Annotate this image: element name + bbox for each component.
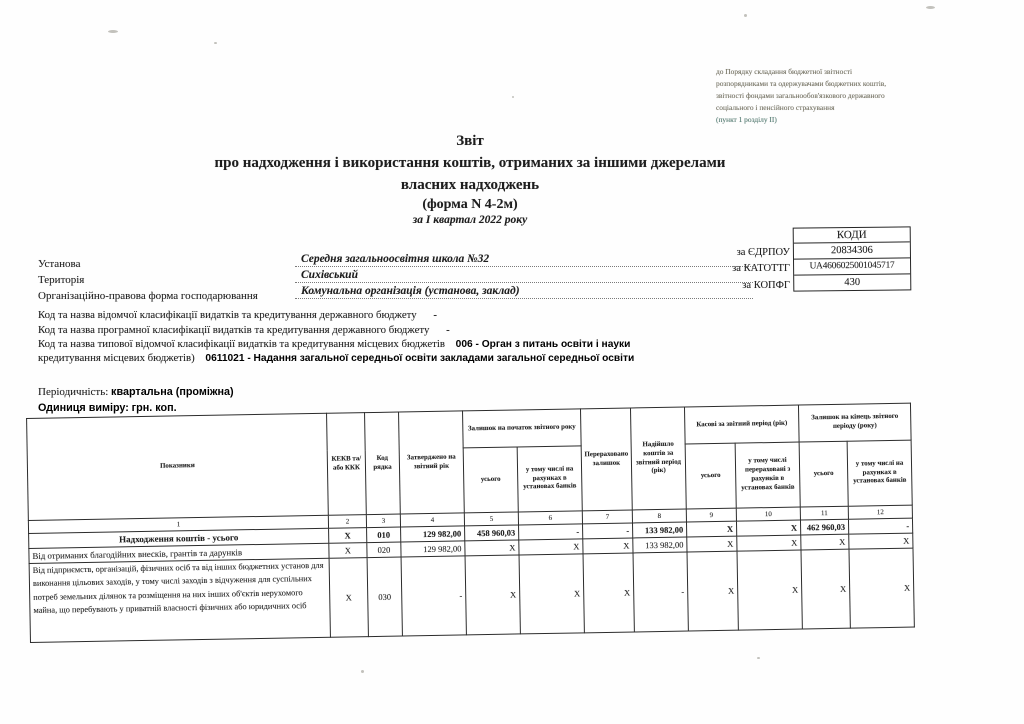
periodicity-value: квартальна (проміжна) (111, 386, 234, 398)
classification-code: 006 - Орган з питань освіти і науки (455, 339, 631, 350)
reference-note-line: розпорядниками та одержувачами бюджетних коштів, (716, 78, 887, 88)
title-line: про надходження і використання коштів, отриманих за іншими джерелами (214, 155, 726, 171)
reference-note-line: до Порядку складання бюджетної звітності (716, 67, 853, 76)
column-number: 10 (736, 507, 800, 521)
col-header-opening-total: усього (463, 447, 518, 513)
cell: X (465, 540, 519, 556)
cell: X (687, 521, 737, 537)
col-header-kekv: КЕКВ та/або ККК (327, 413, 367, 516)
field-label: Установа (38, 258, 81, 270)
column-number: 11 (800, 506, 848, 520)
form-number: (форма N 4-2м) (422, 197, 518, 212)
scan-artifact (757, 657, 760, 659)
table-row (29, 548, 914, 642)
field-value: Середня загальноосвітня школа №32 (295, 253, 753, 267)
classification-line (38, 352, 634, 364)
cell: X (736, 520, 800, 536)
col-header-closing-bank: у тому числі на рахунках в установах банків (847, 440, 912, 506)
cell: X (583, 553, 634, 633)
cell: - (583, 523, 633, 539)
cell: 133 982,00 (633, 537, 687, 553)
cell: X (583, 538, 633, 554)
cell: X (801, 549, 850, 629)
title-line: власних надходжень (400, 177, 540, 193)
report-period: за І квартал 2022 року (412, 214, 528, 226)
col-header-row-code: Код рядка (365, 412, 401, 515)
scan-artifact (744, 14, 747, 17)
cell: X (801, 534, 849, 550)
unit-label: Одиниця виміру: (38, 402, 129, 414)
kopfg-label: за КОПФГ (742, 280, 790, 291)
classification-label: Код та назва відомчої класифікації видатків та кредитування державного бюджету (38, 309, 417, 321)
col-header-transferred-balance: Перераховано залишок (581, 408, 633, 511)
column-number: 3 (366, 514, 400, 528)
column-number: 7 (582, 510, 632, 524)
reference-note-line: соціального і пенсійного страхування (716, 102, 835, 112)
classification-code: 0611021 - Надання загальної середньої освіти закладами загальної середньої освіти (205, 353, 635, 364)
col-header-received: Надійшло коштів за звітний період (рік) (631, 407, 687, 510)
field-value: Сихівський (295, 269, 753, 283)
cell: 129 982,00 (401, 541, 465, 557)
unit-line (38, 402, 177, 414)
report-table (26, 403, 915, 643)
classification-label: Код та назва програмної класифікації видатків та кредитування державного бюджету (38, 324, 430, 336)
cell: X (519, 554, 584, 634)
classification-code: - (446, 324, 450, 336)
edrpou-label: за ЄДРПОУ (736, 247, 790, 258)
cell: - (401, 556, 466, 636)
cell: X (687, 551, 738, 631)
title-word: Звіт (456, 133, 484, 149)
cell: X (329, 558, 368, 638)
col-header-indicators: Показники (27, 413, 329, 520)
col-group-closing-balance: Залишок на кінець звітного періоду (року) (798, 403, 911, 442)
col-header-closing-total: усього (799, 441, 848, 507)
scan-artifact (512, 96, 514, 98)
col-header-opening-bank: у тому числі на рахунках в установах банків (517, 446, 582, 512)
classification-line (38, 324, 450, 336)
classification-code: - (433, 309, 437, 321)
column-number: 5 (464, 512, 518, 526)
column-number: 9 (686, 508, 736, 522)
col-header-cash-transferred: у тому числі перераховані з рахунків в установах банків (735, 442, 800, 508)
classification-line (38, 309, 437, 321)
classification-label: кредитування місцевих бюджетів) (38, 352, 195, 364)
column-number: 1 (28, 515, 328, 533)
field-value: Комунальна організація (установа, заклад) (295, 285, 753, 299)
cell: 129 982,00 (401, 526, 465, 542)
katottg-code: UA4606025001045717 (794, 258, 910, 275)
classification-label: Код та назва типової відомчої класифікації видатків та кредитування місцевих бюджетів (38, 338, 445, 350)
cell: X (465, 555, 520, 635)
column-number: 6 (518, 511, 582, 525)
col-header-approved: Затверджено на звітний рік (399, 411, 465, 514)
report-title (80, 133, 860, 226)
cell: 010 (367, 527, 401, 543)
scan-artifact (214, 42, 217, 44)
reference-note (716, 66, 984, 126)
cell: 133 982,00 (633, 522, 687, 538)
cell: X (329, 528, 367, 544)
column-number: 8 (632, 509, 686, 523)
col-group-opening-balance: Залишок на початок звітного року (463, 409, 582, 448)
reference-note-line: звітності фондами загальнообов'язкового державного (716, 90, 885, 100)
column-number: 4 (400, 513, 464, 527)
col-group-cash: Касові за звітний період (рік) (684, 405, 799, 444)
cell: X (849, 548, 914, 628)
classification-line (38, 338, 630, 350)
periodicity-line (38, 386, 234, 398)
row-label: Надходження коштів - усього (29, 528, 329, 548)
scan-artifact (108, 30, 118, 33)
cell: X (737, 535, 801, 551)
cell: - (519, 524, 583, 540)
cell: X (519, 539, 583, 555)
cell: 030 (367, 557, 402, 637)
cell: X (687, 536, 737, 552)
reference-note-line: (пункт 1 розділу ІІ) (716, 114, 777, 124)
codes-box-header: КОДИ (794, 227, 910, 243)
katottg-label: за КАТОТТГ (732, 263, 790, 274)
column-number: 2 (328, 515, 366, 529)
row-label: Від отриманих благодійних внесків, грантів та дарунків (29, 543, 329, 563)
cell: X (737, 550, 802, 630)
periodicity-label: Періодичність: (38, 386, 109, 398)
column-number: 12 (848, 505, 912, 519)
field-label: Організаційно-правова форма господарювання (38, 290, 258, 302)
unit-value: грн. коп. (131, 402, 177, 414)
cell: - (848, 518, 912, 534)
cell: 462 960,03 (800, 519, 848, 535)
cell: - (633, 552, 688, 632)
cell: X (329, 543, 367, 559)
cell: 458 960,03 (465, 525, 519, 541)
col-header-cash-total: усього (685, 443, 736, 509)
edrpou-code: 20834306 (794, 242, 910, 259)
kopfg-code: 430 (844, 276, 861, 289)
row-label-text: Від підприємств, організацій, фізичних осіб та від інших бюджетних установ для виконання цільових заходів, у тому числі заходів з відчуження для суспільних потреб земельних ділянок та розміщення на них інших об'єктів нерухомого майна, що перебувають у приватній власності фізичних або юридичних осіб (32, 560, 324, 616)
row-label (29, 558, 330, 642)
scan-artifact (361, 670, 364, 673)
cell: X (849, 533, 913, 549)
scan-artifact (926, 6, 935, 9)
cell: 020 (367, 542, 401, 558)
field-label: Територія (38, 274, 85, 286)
